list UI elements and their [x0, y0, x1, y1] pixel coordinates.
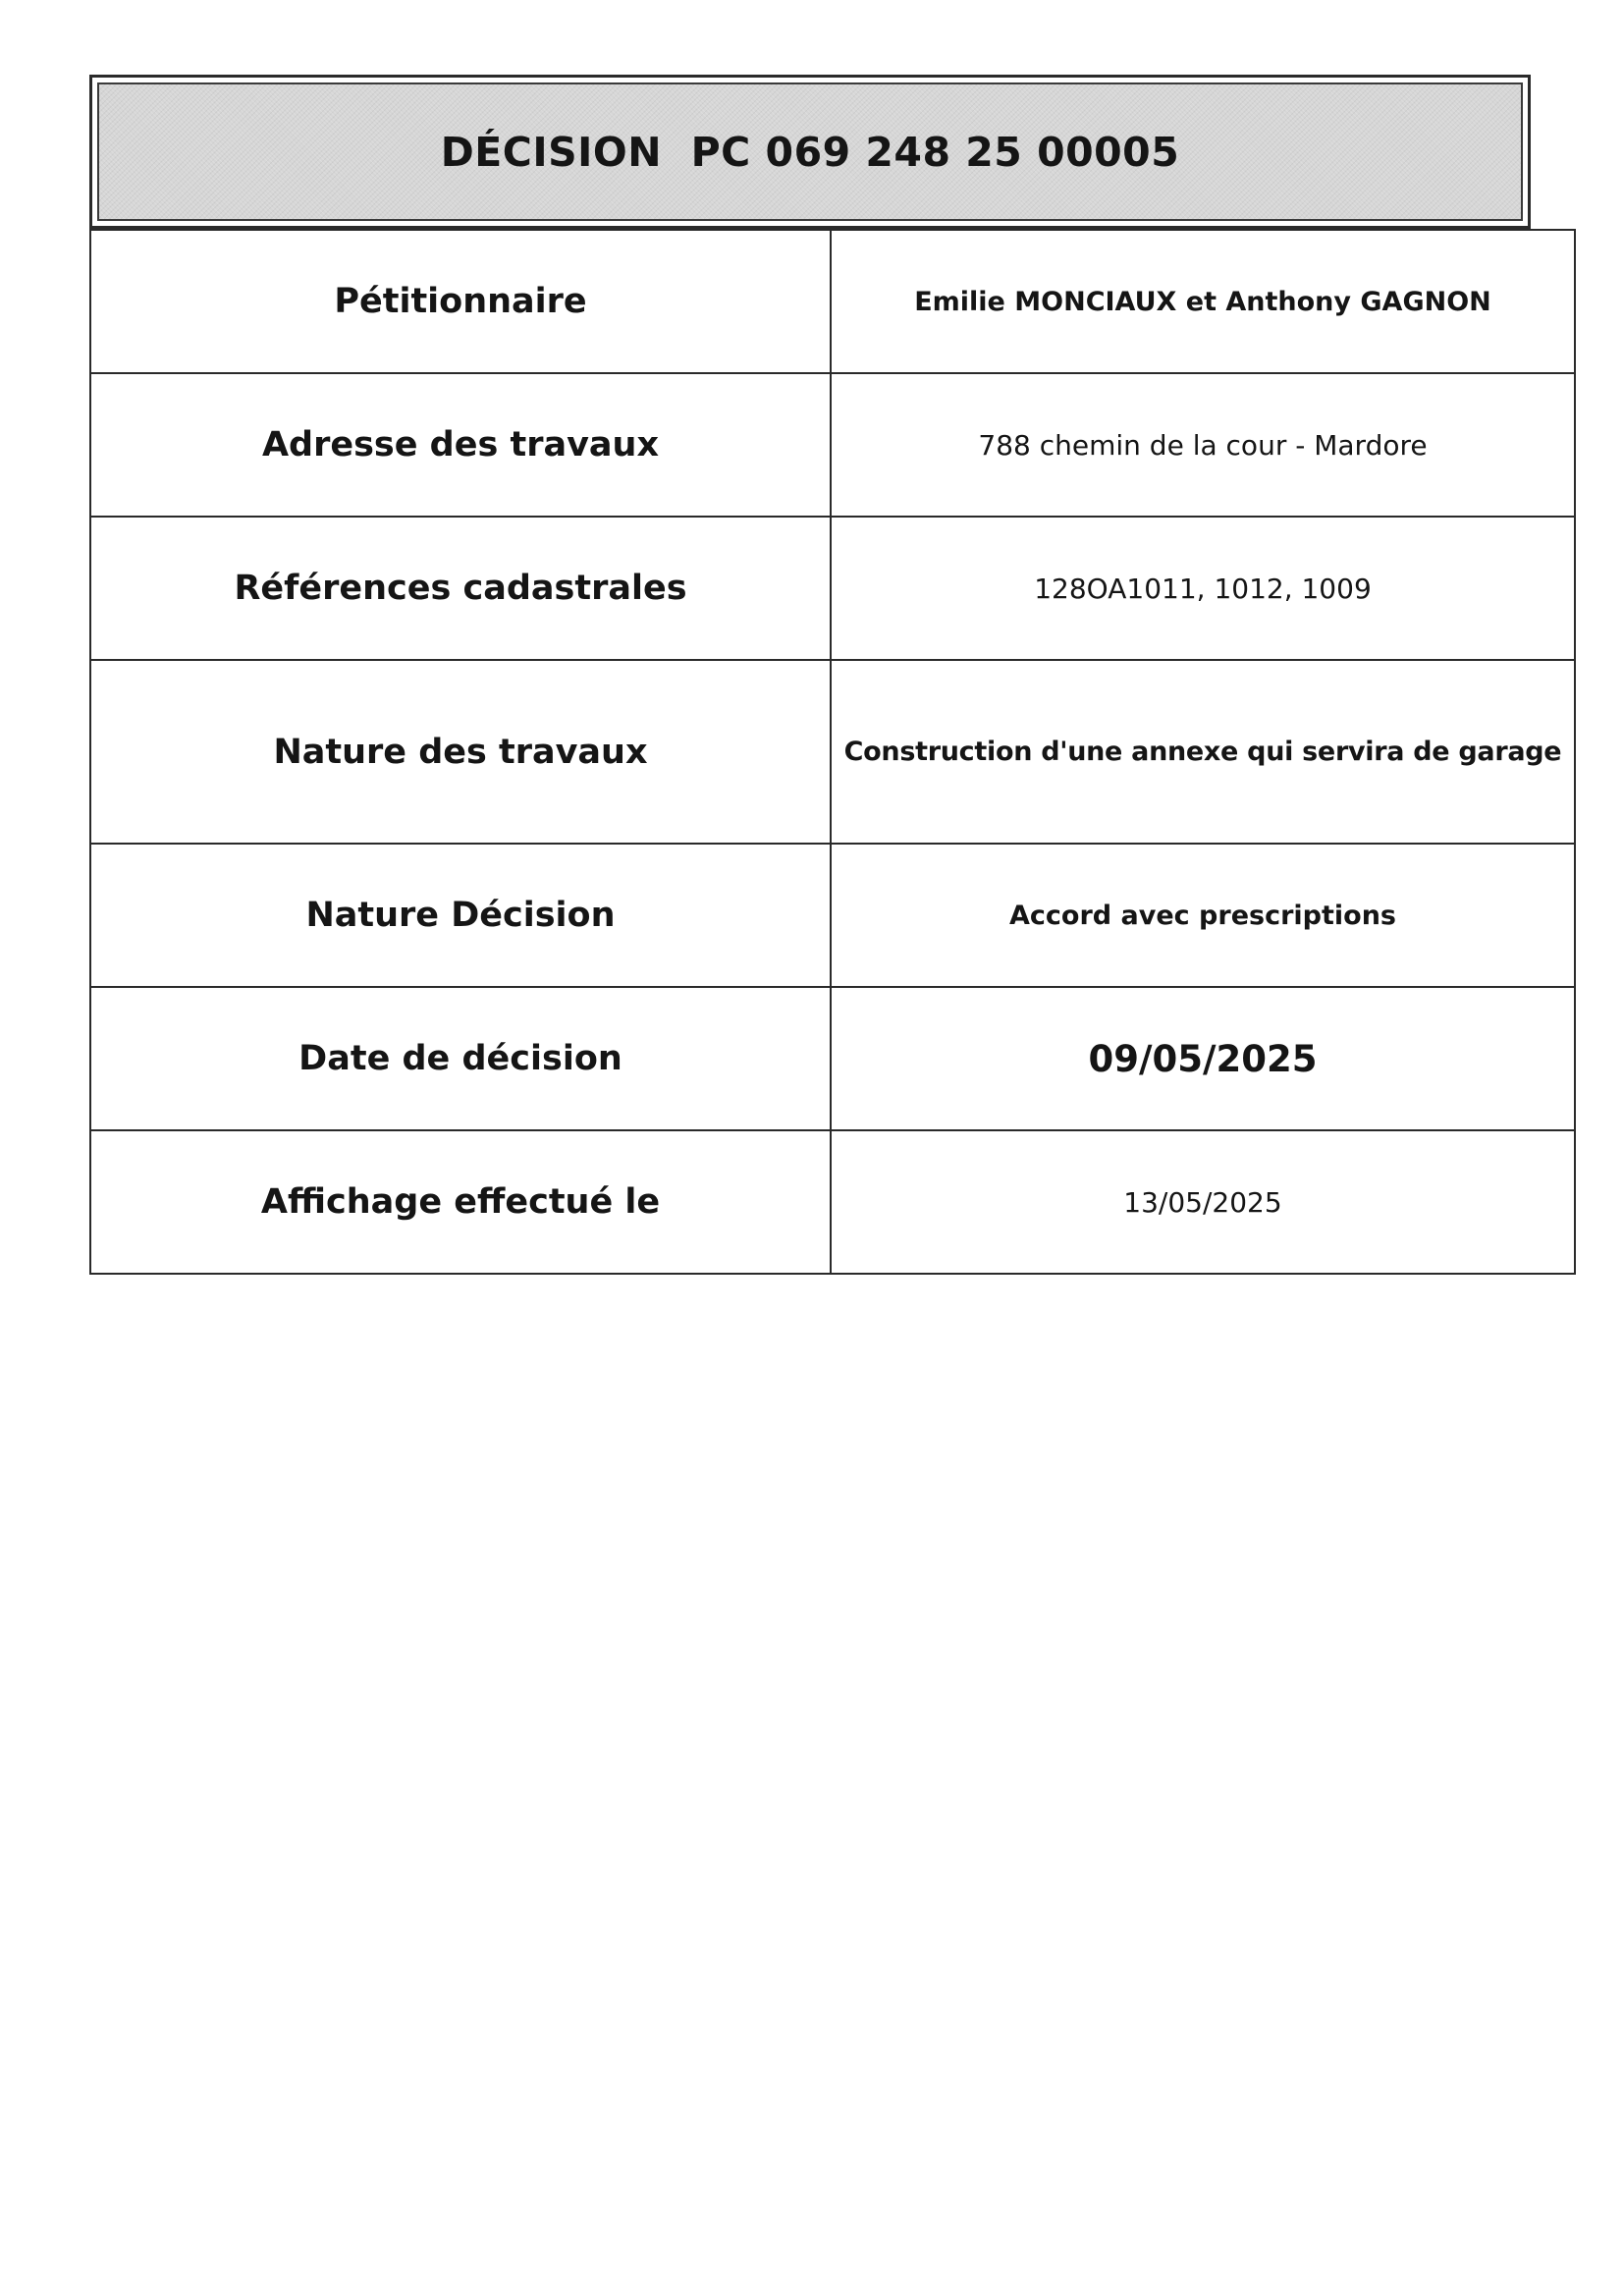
decision-title: DÉCISION PC 069 248 25 00005 [440, 128, 1180, 176]
row-label-date-decision: Date de décision [90, 987, 831, 1130]
table-row-petitionnaire [90, 230, 1575, 373]
table-row-date-decision [90, 987, 1575, 1130]
decision-details-table [89, 229, 1576, 1275]
row-label-nature-decision: Nature Décision [90, 844, 831, 987]
title-band [97, 82, 1523, 221]
table-row-references [90, 517, 1575, 660]
table-row-adresse [90, 373, 1575, 517]
row-value-affichage: 13/05/2025 [831, 1130, 1575, 1274]
row-value-adresse: 788 chemin de la cour - Mardore [831, 373, 1575, 517]
row-value-references: 128OA1011, 1012, 1009 [831, 517, 1575, 660]
row-label-petitionnaire: Pétitionnaire [90, 230, 831, 373]
decision-sheet [89, 75, 1562, 1275]
table-row-affichage [90, 1130, 1575, 1274]
table-row-nature-decision [90, 844, 1575, 987]
row-label-nature-travaux: Nature des travaux [90, 660, 831, 844]
row-label-affichage: Affichage effectué le [90, 1130, 831, 1274]
row-value-nature-travaux: Construction d'une annexe qui servira de garage [831, 660, 1575, 844]
table-row-nature-travaux [90, 660, 1575, 844]
row-value-nature-decision: Accord avec prescriptions [831, 844, 1575, 987]
row-value-date-decision: 09/05/2025 [831, 987, 1575, 1130]
title-box [89, 75, 1531, 229]
row-label-references: Références cadastrales [90, 517, 831, 660]
row-value-petitionnaire: Emilie MONCIAUX et Anthony GAGNON [831, 230, 1575, 373]
row-label-adresse: Adresse des travaux [90, 373, 831, 517]
